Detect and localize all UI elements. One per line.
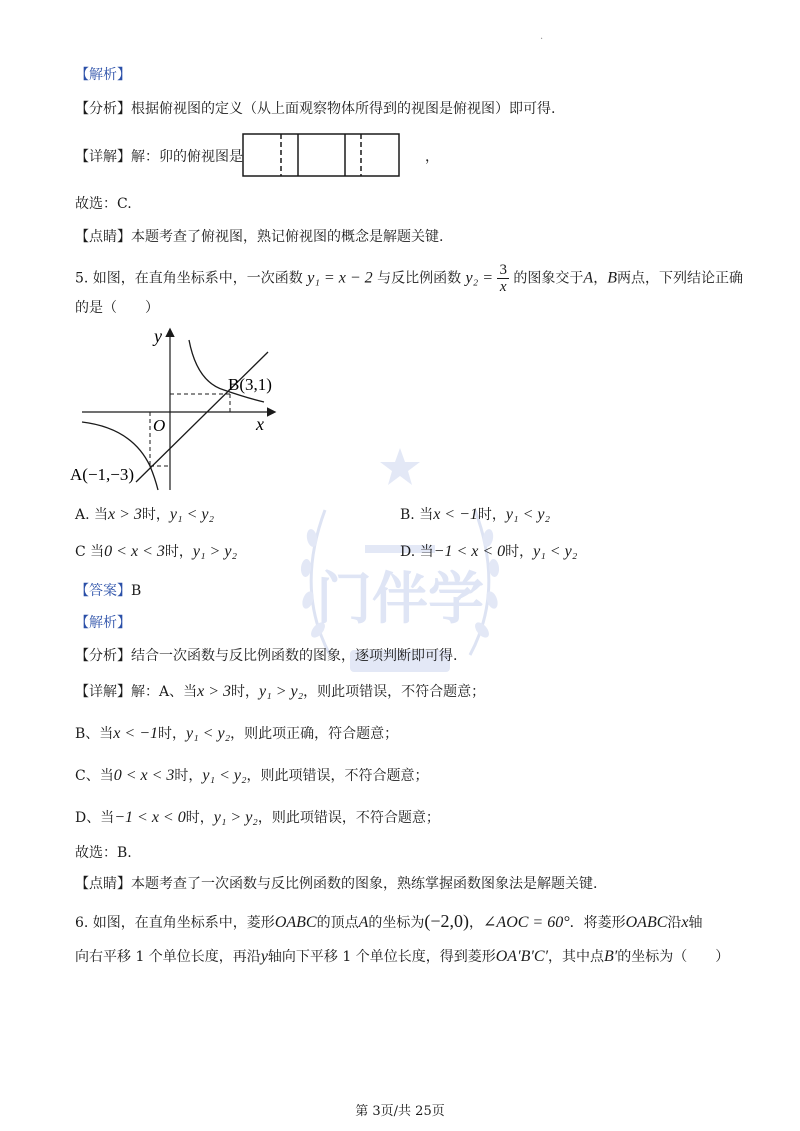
q5-jiexi-tag [75, 613, 131, 633]
tag-jiexi: 【解析】 [75, 67, 131, 83]
q6-bprime: B′ [604, 948, 618, 965]
q5-option-d [400, 542, 577, 562]
q6-l1f: 沿 [667, 915, 682, 931]
q5-frac-num: 3 [499, 262, 507, 278]
q4-guxuan: 故选：C. [75, 196, 132, 212]
tag-daan: 【答案】 [75, 583, 131, 599]
detail-d-res: y₁ > y₂ [213, 809, 258, 826]
opt-a-mid: 时， [141, 507, 170, 523]
q6-l1g: 轴 [688, 915, 703, 931]
q6-l1a: 6. 如图，在直角坐标系中，菱形 [75, 915, 275, 931]
q6-l2b: 轴向下平移 1 个单位长度，得到菱形 [267, 949, 496, 965]
q5-stem-1c: 的图象交于 [513, 270, 584, 287]
tag-xiangjie-2: 【详解】 [75, 684, 131, 700]
q6-l1d: ， [469, 915, 484, 931]
detail-d-mid: 时， [185, 810, 214, 826]
q5-stem-line2: 的是（ ） [75, 300, 159, 316]
q6-l1c: 的坐标为 [368, 915, 425, 931]
detail-c-pre: C、当 [75, 768, 114, 784]
q6-stem-line1 [75, 911, 703, 933]
detail-c-res: y₁ < y₂ [202, 767, 247, 784]
graph-point-b-label: B(3,1) [228, 375, 272, 394]
q5-option-a [75, 505, 214, 525]
opt-b-res: y₁ < y₂ [505, 506, 551, 523]
q5-point-a: A [583, 269, 594, 287]
graph-origin-label: O [153, 416, 166, 435]
detail-b-res: y₁ < y₂ [186, 725, 231, 742]
opt-c-res: y₁ > y₂ [192, 543, 237, 560]
q6-l2d: 的坐标为（ ） [617, 949, 730, 965]
detail-c-cond: 0 < x < 3 [113, 767, 175, 784]
tag-dianjing-2: 【点睛】 [75, 876, 131, 892]
q4-jiexi-tag [75, 65, 131, 85]
q6-l1b: 的顶点 [316, 915, 359, 931]
q4-fenxi-text: 根据俯视图的定义（从上面观察物体所得到的视图是俯视图）即可得. [131, 101, 556, 117]
q6-x: x [681, 914, 689, 931]
opt-a-cond: x > 3 [108, 506, 142, 523]
tag-dianjing: 【点睛】 [75, 229, 131, 245]
q6-stem-line2 [75, 947, 729, 967]
q5-comma: ， [593, 270, 608, 287]
opt-c-cond: 0 < x < 3 [104, 543, 165, 560]
detail-a-res: y₁ > y₂ [259, 683, 304, 700]
q5-fenxi-text: 结合一次函数与反比例函数的图象，逐项判断即可得. [131, 648, 458, 664]
detail-c-post: ，则此项错误，不符合题意； [246, 768, 429, 784]
q5-frac-den: x [499, 279, 507, 295]
q5-answer [75, 581, 141, 601]
q6-oabc: OABC [274, 914, 317, 931]
opt-a-res: y₁ < y₂ [169, 506, 215, 523]
top-view-figure [242, 133, 400, 177]
page-footer: 第 3页/共 25页 [355, 1104, 445, 1119]
graph-x-label: x [256, 414, 264, 434]
q6-oabc2: OABC [625, 914, 668, 931]
svg-text:门伴学: 门伴学 [316, 567, 484, 632]
detail-d-pre: D、当 [75, 810, 115, 826]
q5-detail-c [75, 766, 429, 786]
q4-dianjing [75, 227, 443, 247]
tag-fenxi: 【分析】 [75, 101, 131, 117]
graph-y-label: y [154, 326, 162, 346]
tag-fenxi-2: 【分析】 [75, 648, 131, 664]
opt-c-pre: C 当 [75, 544, 105, 560]
opt-a-pre: A. 当 [75, 507, 109, 523]
detail-a-mid: 时， [231, 684, 260, 700]
q5-stem-1a: 5. 如图，在直角坐标系中，一次函数 [75, 270, 303, 287]
q6-coord: (−2,0) [424, 911, 470, 931]
q5-y2-lhs: y₂ = [465, 269, 493, 287]
opt-d-mid: 时， [505, 544, 534, 560]
q5-fenxi [75, 646, 457, 666]
q6-y: y [260, 948, 268, 965]
q5-fraction [497, 262, 509, 295]
q4-xiangjie-text: 解：卯的俯视图是 [131, 149, 243, 165]
q5-option-b [400, 505, 550, 525]
q5-dianjing-text: 本题考查了一次函数与反比例函数的图象，熟练掌握函数图象法是解题关键. [131, 876, 598, 892]
q5-detail-a [75, 682, 485, 702]
graph-point-a-label: A(−1,−3) [70, 465, 135, 484]
q5-detail-d [75, 808, 440, 828]
detail-a-cond: x > 3 [197, 683, 232, 700]
detail-b-cond: x < −1 [113, 725, 158, 742]
detail-d-cond: −1 < x < 0 [114, 809, 186, 826]
detail-b-pre: B、当 [75, 726, 114, 742]
q6-oabc-prime: OA′B′C′ [495, 948, 549, 965]
q5-stem-1b: 与反比例函数 [377, 270, 462, 287]
detail-c-mid: 时， [174, 768, 203, 784]
q6-l1e: ．将菱形 [569, 915, 626, 931]
opt-d-cond: −1 < x < 0 [433, 543, 506, 560]
detail-b-post: ，则此项正确，符合题意； [230, 726, 399, 742]
q5-stem-line1 [75, 262, 743, 295]
q6-a: A [358, 914, 369, 931]
tag-xiangjie: 【详解】 [75, 149, 131, 165]
q5-answer-value: B [131, 583, 142, 599]
detail-a-post: ，则此项错误，不符合题意； [303, 684, 486, 700]
q5-y1-expr: y₁ = x − 2 [307, 269, 373, 287]
q4-xiangjie [75, 147, 243, 167]
q5-point-b: B [607, 269, 617, 287]
tag-jiexi-2: 【解析】 [75, 615, 131, 631]
q5-stem-1d: 两点，下列结论正确 [616, 270, 743, 287]
q5-function-graph [62, 320, 282, 500]
opt-b-mid: 时， [477, 507, 506, 523]
q5-detail-b [75, 724, 398, 744]
detail-b-mid: 时， [158, 726, 186, 742]
q4-xiangjie-post: ， [425, 149, 439, 165]
q5-dianjing [75, 874, 597, 894]
opt-b-cond: x < −1 [433, 506, 478, 523]
q5-option-c [75, 542, 237, 562]
opt-b-pre: B. 当 [400, 507, 434, 523]
q6-angle: ∠AOC = 60° [483, 914, 570, 931]
opt-d-pre: D. 当 [400, 544, 434, 560]
detail-d-post: ，则此项错误，不符合题意； [257, 810, 440, 826]
opt-c-mid: 时， [164, 544, 193, 560]
detail-a-pre: 解：A、当 [131, 684, 198, 700]
q6-l2a: 向右平移 1 个单位长度，再沿 [75, 949, 261, 965]
q4-fenxi [75, 99, 555, 119]
opt-d-res: y₁ < y₂ [533, 543, 578, 560]
q5-guxuan: 故选：B. [75, 845, 132, 861]
q6-l2c: ，其中点 [548, 949, 605, 965]
q4-dianjing-text: 本题考查了俯视图，熟记俯视图的概念是解题关键. [131, 229, 444, 245]
header-mark: · [540, 34, 544, 45]
